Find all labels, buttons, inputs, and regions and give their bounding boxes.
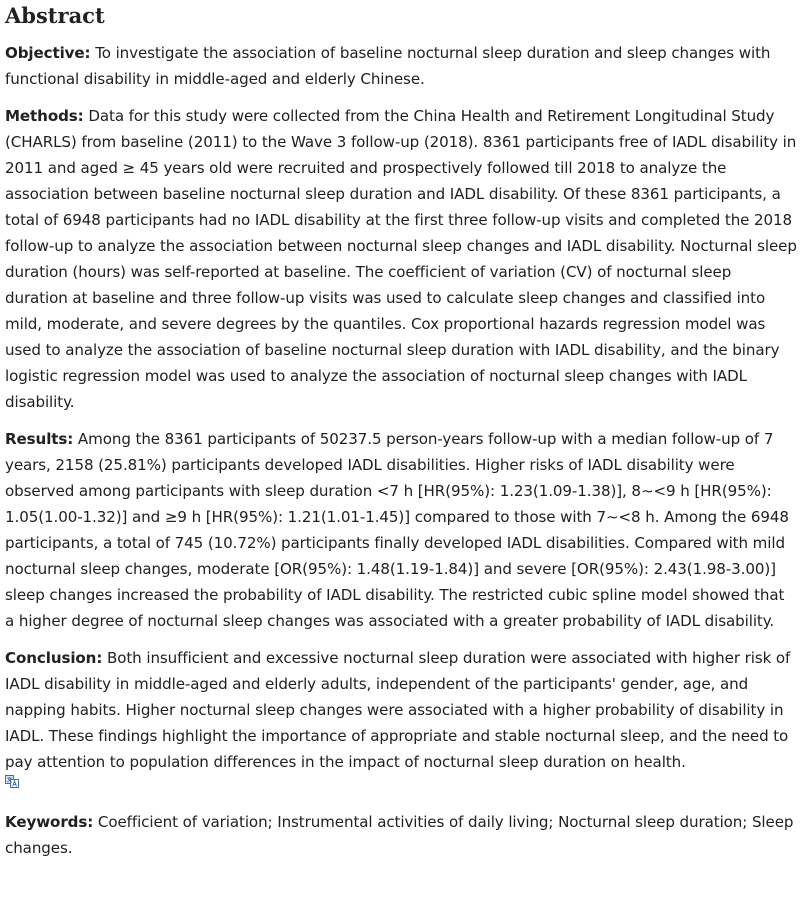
abstract-heading: Abstract xyxy=(5,3,105,28)
methods-text: Data for this study were collected from the China Health and Retirement Longitudinal Study (CHARLS) from baseline (2011) to the Wave 3 follow-up (2018). 8361 participants free of IADL disability in 2011 and aged ≥ 45 years old were recruited and prospectively followed till 2018 to analyze the association between baseline nocturnal sleep duration and IADL disability. Of these 8361 participants, a total of 6948 participants had no IADL disability at the first three follow-up visits and completed the 2018 follow-up to analyze the association between nocturnal sleep changes and IADL disability. Nocturnal sleep duration (hours) was self-reported at baseline. The coefficient of variation (CV) of nocturnal sleep duration at baseline and three follow-up visits was used to calculate sleep changes and classified into mild, moderate, and severe degrees by the quantiles. Cox proportional hazards regression model was used to analyze the association of baseline nocturnal sleep duration with IADL disability, and the binary logistic regression model was used to analyze the association of nocturnal sleep changes with IADL disability. xyxy=(5,107,797,411)
keywords-label: Keywords: xyxy=(5,813,94,831)
translate-icon[interactable] xyxy=(5,775,19,788)
methods-label: Methods: xyxy=(5,107,84,125)
conclusion-text: Both insufficient and excessive nocturnal sleep duration were associated with higher risk of IADL disability in middle-aged and elderly adults, independent of the participants' gender, age, and napping habits. Higher nocturnal sleep changes were associated with a higher probability of disability in IADL. These findings highlight the importance of appropriate and stable nocturnal sleep, and the need to pay attention to population differences in the impact of nocturnal sleep duration on health. xyxy=(5,649,791,771)
conclusion-paragraph xyxy=(5,645,797,775)
conclusion-label: Conclusion: xyxy=(5,649,103,667)
objective-paragraph xyxy=(5,40,797,92)
results-label: Results: xyxy=(5,430,74,448)
abstract-section xyxy=(5,0,797,861)
objective-text: To investigate the association of baseline nocturnal sleep duration and sleep changes with functional disability in middle-aged and elderly Chinese. xyxy=(5,44,771,88)
results-text: Among the 8361 participants of 50237.5 person-years follow-up with a median follow-up of 7 years, 2158 (25.81%) participants developed IADL disabilities. Higher risks of IADL disability were observed among participants with sleep duration <7 h [HR(95%): 1.23(1.09-1.38)], 8∼<9 h [HR(95%): 1.05(1.00-1.32)] and ≥9 h [HR(95%): 1.21(1.01-1.45)] compared to those with 7∼<8 h. Among the 6948 participants, a total of 745 (10.72%) participants finally developed IADL disabilities. Compared with mild nocturnal sleep changes, moderate [OR(95%): 1.48(1.19-1.84)] and severe [OR(95%): 2.43(1.98-3.00)] sleep changes increased the probability of IADL disability. The restricted cubic spline model showed that a higher degree of nocturnal sleep changes was associated with a greater probability of IADL disability. xyxy=(5,430,789,630)
keywords-paragraph xyxy=(5,809,797,861)
objective-label: Objective: xyxy=(5,44,91,62)
results-paragraph xyxy=(5,426,797,634)
keywords-text: Coefficient of variation; Instrumental activities of daily living; Nocturnal sleep duration; Sleep changes. xyxy=(5,813,794,857)
methods-paragraph xyxy=(5,103,797,415)
